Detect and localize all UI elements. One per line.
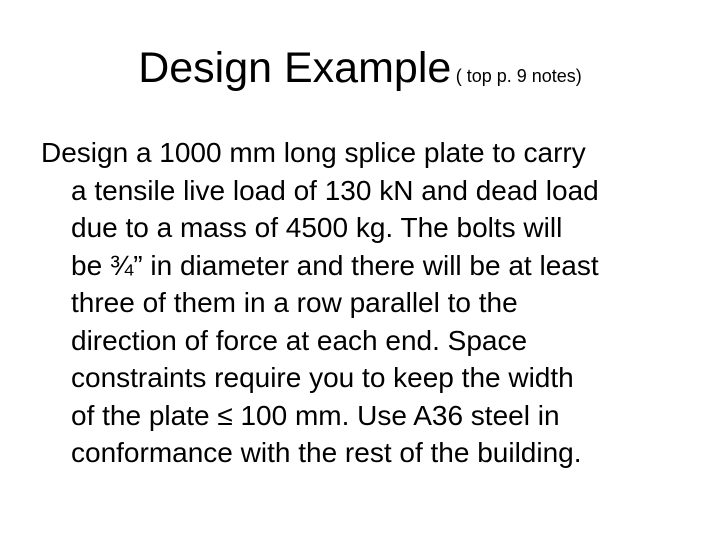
body-line-4: be ¾” in diameter and there will be at least xyxy=(71,249,599,281)
problem-statement xyxy=(41,134,691,472)
title-main: Design Example xyxy=(138,44,452,92)
body-line-8: of the plate ≤ 100 mm. Use A36 steel in xyxy=(71,399,560,431)
body-line-6: direction of force at each end. Space xyxy=(71,324,528,356)
body-line-7: constraints require you to keep the width xyxy=(71,362,574,393)
title-note: ( top p. 9 notes) xyxy=(455,66,582,86)
body-line-1: Design a 1000 mm long splice plate to carry xyxy=(41,137,586,168)
body-line-9: conformance with the rest of the building. xyxy=(71,437,582,468)
body-line-2: a tensile live load of 130 kN and dead load xyxy=(71,174,599,206)
body-line-5: three of them in a row parallel to the xyxy=(71,287,518,318)
slide-title xyxy=(0,42,720,102)
body-line-3: due to a mass of 4500 kg. The bolts will xyxy=(71,212,563,243)
